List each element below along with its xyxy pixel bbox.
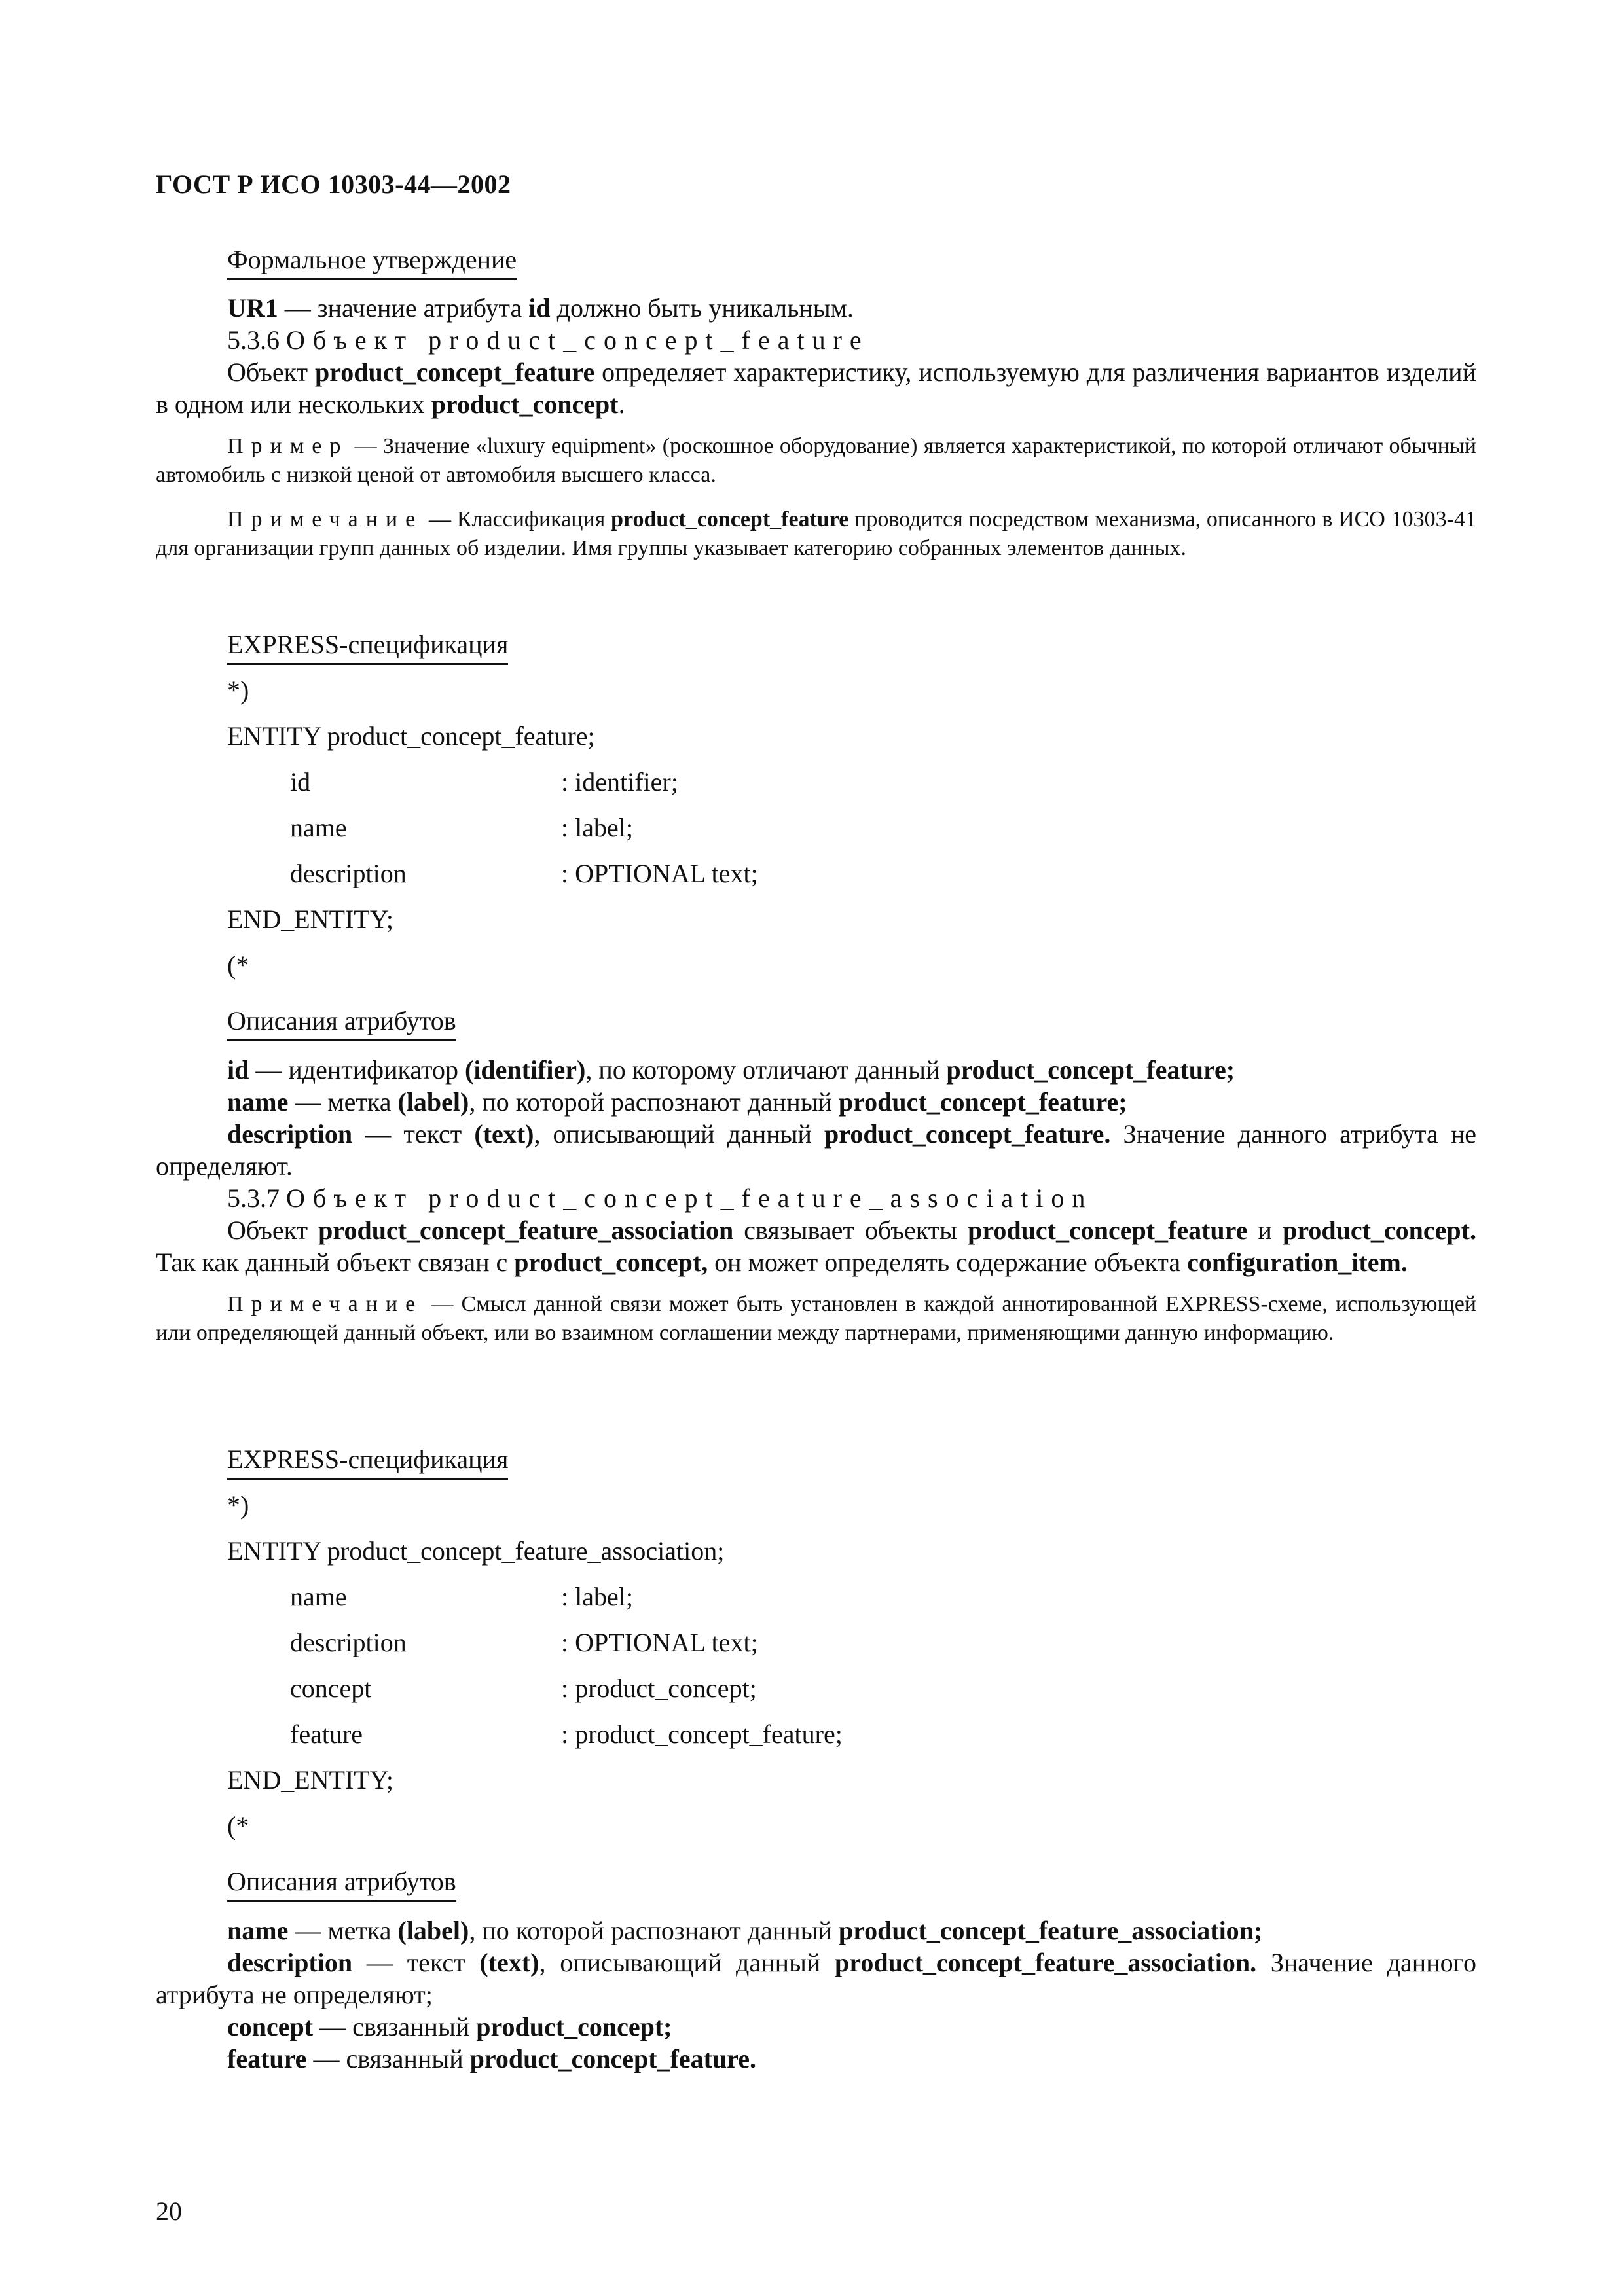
- desc2-feature: feature — связанный product_concept_feature.: [227, 2044, 756, 2073]
- formal-statement-caption: Формальное утверждение: [227, 243, 517, 280]
- attribute-descriptions-2-body: [156, 1914, 1476, 2075]
- page-number: 20: [156, 2197, 182, 2226]
- entity-declaration: ENTITY product_concept_feature_association;: [227, 1536, 725, 1566]
- desc-description: description — текст (text), описывающий данный product_concept_feature. Значение данного атрибута не определяют.: [156, 1119, 1477, 1181]
- attribute-descriptions-1: [156, 1005, 1476, 1041]
- desc2-description: description — текст (text), описывающий данный product_concept_feature_association. Значение данного атрибута не определяют;: [156, 1948, 1477, 2009]
- standard-header: ГОСТ Р ИСО 10303-44—2002: [156, 170, 511, 199]
- express-caption-1: EXPRESS-спецификация: [227, 628, 508, 665]
- formal-statement-section: [156, 243, 1476, 280]
- entity-attribute: description : OPTIONAL text;: [290, 859, 758, 888]
- desc2-name: name — метка (label), по которой распознают данный product_concept_feature_association;: [227, 1916, 1263, 1945]
- end-entity: END_ENTITY;: [227, 905, 394, 934]
- section-537-block: [156, 1054, 1476, 1348]
- section-537-paragraph: Объект product_concept_feature_association связывает объекты product_concept_feature и product_concept. Так как данный объект связан с product_concept, он может определять содержание объекта configuration_item.: [156, 1215, 1476, 1277]
- express-spec-2: [156, 1443, 1476, 1849]
- entity-attribute: description : OPTIONAL text;: [290, 1628, 758, 1657]
- code-block-1: *) ENTITY product_concept_feature; id : identifier; name : label; description : OPTIONAL text; END_ENTITY; (*: [227, 668, 1476, 988]
- attribute-descriptions-2: [156, 1865, 1476, 1902]
- section-536-heading: 5.3.6 Объект product_concept_feature: [227, 325, 869, 355]
- attr-desc-caption-1: Описания атрибутов: [227, 1005, 456, 1041]
- attr-desc-caption-2: Описания атрибутов: [227, 1865, 456, 1902]
- entity-attribute: feature : product_concept_feature;: [290, 1719, 843, 1749]
- desc-name: name — метка (label), по которой распознают данный product_concept_feature;: [227, 1087, 1127, 1117]
- example-note: Пример — Значение «luxury equipment» (роскошное оборудование) является характеристикой, по которой отличают обычный автомобиль с низкой ценой от автомобиля высшего класса.: [156, 434, 1476, 487]
- ur1-rule: UR1 — значение атрибута id должно быть уникальным.: [227, 293, 854, 323]
- section-536-paragraph: Объект product_concept_feature определяет характеристику, используемую для различения вариантов изделий в одном или нескольких product_concept.: [156, 357, 1476, 419]
- section-536-block: [156, 292, 1476, 563]
- entity-attribute: name : label;: [290, 813, 633, 842]
- entity-attribute: name : label;: [290, 1582, 633, 1611]
- entity-attribute: id : identifier;: [290, 767, 678, 797]
- express-spec-1: [156, 628, 1476, 988]
- ur1-label: UR1: [227, 293, 278, 323]
- entity-attribute: concept : product_concept;: [290, 1674, 757, 1703]
- end-entity: END_ENTITY;: [227, 1765, 394, 1795]
- note-1: Примечание — Классификация product_concept_feature проводится посредством механизма, описанного в ИСО 10303-41 для организации групп данных об изделии. Имя группы указывает категорию собранных элементов данных.: [156, 507, 1476, 560]
- express-caption-2: EXPRESS-спецификация: [227, 1443, 508, 1480]
- desc2-concept: concept — связанный product_concept;: [227, 2012, 672, 2041]
- section-537-heading: 5.3.7 Объект product_concept_feature_association: [227, 1183, 1093, 1213]
- code-block-2: *) ENTITY product_concept_feature_association; name : label; description : OPTIONAL text; concept : product_concept; feature : product_concept_feature; END_ENTITY; (*: [227, 1482, 1476, 1849]
- desc-id: id — идентификатор (identifier), по которому отличают данный product_concept_feature;: [227, 1055, 1235, 1085]
- note-2: Примечание — Смысл данной связи может быть установлен в каждой аннотированной EXPRESS-схеме, использующей или определяющей данный объект, или во взаимном соглашении между партнерами, применяющими данную информацию.: [156, 1292, 1476, 1345]
- entity-declaration: ENTITY product_concept_feature;: [227, 721, 595, 751]
